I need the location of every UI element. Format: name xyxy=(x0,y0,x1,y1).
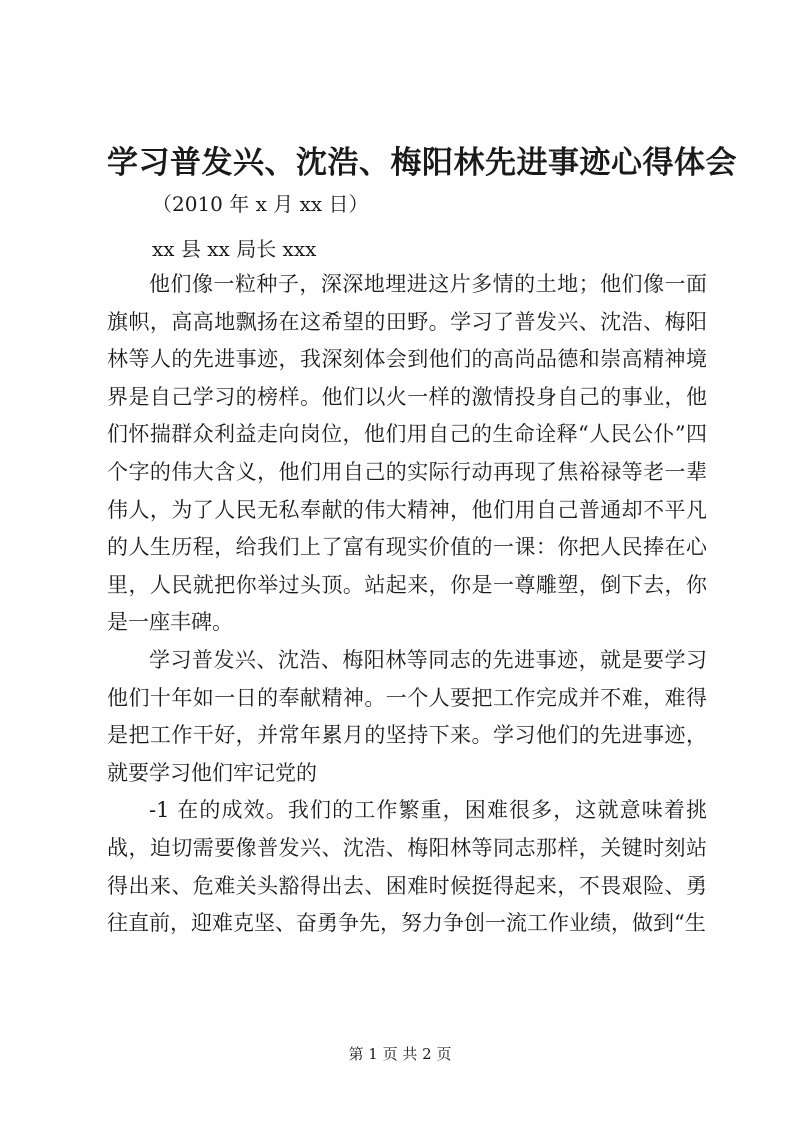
page-indicator: 第 1 页 共 2 页 xyxy=(348,1045,452,1063)
document-title: 学习普发兴、沈浩、梅阳林先进事迹心得体会 xyxy=(107,145,737,181)
document-body xyxy=(107,266,707,943)
document-date: （2010 年 x 月 xx 日） xyxy=(152,192,369,216)
paragraph: 学习普发兴、沈浩、梅阳林等同志的先进事迹，就是要学习他们十年如一日的奉献精神。一个人要把工作完成并不难，难得是把工作干好，并常年累月的坚持下来。学习他们的先进事迹，就要学习他们牢记党的 xyxy=(107,647,707,785)
paragraph: 他们像一粒种子，深深地埋进这片多情的土地；他们像一面旗帜，高高地飘扬在这希望的田野。学习了普发兴、沈浩、梅阳林等人的先进事迹，我深刻体会到他们的高尚品德和崇高精神境界是自己学习的榜样。他们以火一样的激情投身自己的事业，他们怀揣群众利益走向岗位，他们用自己的生命诠释“人民公仆”四个字的伟大含义，他们用自己的实际行动再现了焦裕禄等老一辈伟人，为了人民无私奉献的伟大精神，他们用自己普通却不平凡的人生历程，给我们上了富有现实价值的一课：你把人民捧在心里，人民就把你举过头顶。站起来，你是一尊雕塑，倒下去，你是一座丰碑。 xyxy=(107,272,707,635)
paragraph: -1 在的成效。我们的工作繁重，困难很多，这就意味着挑战，迫切需要像普发兴、沈浩、梅阳林等同志那样，关键时刻站得出来、危难关头豁得出去、困难时候挺得起来，不畏艰险、勇往直前，迎难克坚、奋勇争先，努力争创一流工作业绩，做到“生 xyxy=(107,798,707,936)
document-author: xx 县 xx 局长 xxx xyxy=(152,237,317,261)
